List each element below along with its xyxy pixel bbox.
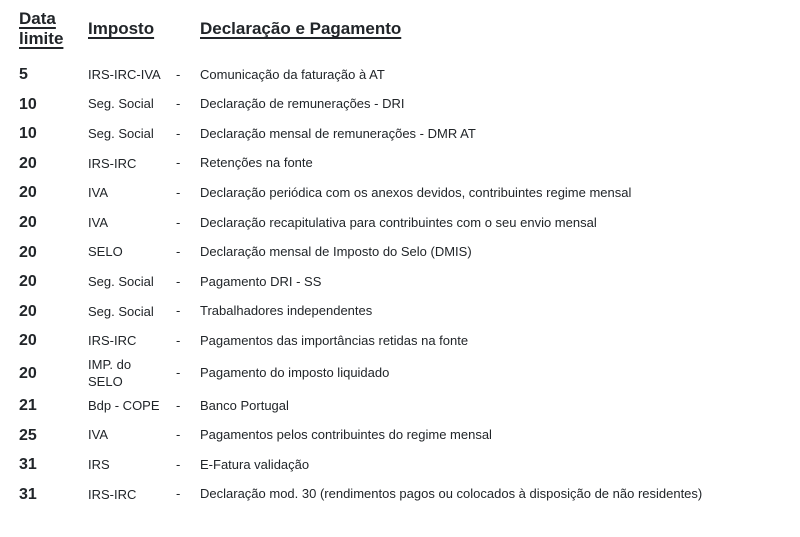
separator-dash: - <box>176 96 181 112</box>
deadline-day: 20 <box>19 213 37 231</box>
header-label-imposto: Imposto <box>88 19 155 39</box>
obligation-description: Declaração recapitulativa para contribuintes com o seu envio mensal <box>200 214 597 230</box>
obligation-description-cell <box>200 485 790 503</box>
separator-dash: - <box>176 244 181 260</box>
obligation-description: Pagamentos pelos contribuintes do regime mensal <box>200 427 492 443</box>
obligation-description-cell <box>200 154 790 172</box>
deadline-day-cell <box>19 243 88 262</box>
table-row <box>19 149 790 179</box>
deadline-day-cell <box>19 396 88 415</box>
deadline-day-cell <box>19 154 88 173</box>
tax-name-cell <box>88 456 176 474</box>
deadline-day-cell <box>19 426 88 445</box>
table-row <box>19 450 790 480</box>
deadline-day: 20 <box>19 364 37 382</box>
obligation-description-cell <box>200 125 790 143</box>
deadline-day: 20 <box>19 273 37 291</box>
separator-dash-cell <box>176 364 200 382</box>
deadline-day-cell <box>19 95 88 114</box>
obligation-description: Declaração periódica com os anexos devidos, contribuintes regime mensal <box>200 184 632 200</box>
separator-dash-cell <box>176 66 200 84</box>
deadline-day: 31 <box>19 485 37 503</box>
deadline-day-cell <box>19 364 88 383</box>
table-row <box>19 89 790 119</box>
deadline-day: 10 <box>19 125 37 143</box>
header-label-declaracao-pagamento: Declaração e Pagamento <box>200 19 402 39</box>
table-row <box>19 60 790 90</box>
separator-dash-cell <box>176 125 200 143</box>
tax-name: Seg. Social <box>88 96 154 112</box>
deadline-day: 20 <box>19 332 37 350</box>
tax-name: IRS <box>88 457 110 473</box>
tax-name-cell <box>88 356 176 391</box>
separator-dash-cell <box>176 243 200 261</box>
header-cell-declaracao-pagamento <box>200 19 790 39</box>
separator-dash: - <box>176 155 181 171</box>
obligation-description: Pagamento DRI - SS <box>200 273 322 289</box>
obligation-description: Pagamentos das importâncias retidas na fonte <box>200 332 469 348</box>
table-row <box>19 267 790 297</box>
table-row <box>19 208 790 238</box>
tax-name-cell <box>88 243 176 261</box>
obligation-description-cell <box>200 273 790 291</box>
table-row <box>19 420 790 450</box>
table-row <box>19 391 790 421</box>
deadline-day-cell <box>19 302 88 321</box>
tax-name-cell <box>88 155 176 173</box>
separator-dash-cell <box>176 95 200 113</box>
separator-dash: - <box>176 365 181 381</box>
deadline-day-cell <box>19 124 88 143</box>
obligation-description-cell <box>200 302 790 320</box>
separator-dash-cell <box>176 426 200 444</box>
obligation-description: Retenções na fonte <box>200 155 313 171</box>
tax-name: IRS-IRC <box>88 155 137 171</box>
separator-dash-cell <box>176 332 200 350</box>
tax-name-cell <box>88 303 176 321</box>
tax-name-cell <box>88 125 176 143</box>
obligation-description: Declaração mod. 30 (rendimentos pagos ou colocados à disposição de não residentes) <box>200 486 703 502</box>
separator-dash: - <box>176 456 181 472</box>
deadline-day: 20 <box>19 154 37 172</box>
deadline-day: 5 <box>19 65 28 83</box>
tax-name: IRS-IRC <box>88 486 137 502</box>
tax-name-cell <box>88 214 176 232</box>
tax-name: IVA <box>88 427 108 443</box>
separator-dash: - <box>176 303 181 319</box>
table-row <box>19 297 790 327</box>
deadlines-table-body <box>19 60 790 509</box>
obligation-description: Declaração mensal de Imposto do Selo (DMIS) <box>200 244 472 260</box>
tax-name: IVA <box>88 214 108 230</box>
obligation-description-cell <box>200 214 790 232</box>
separator-dash-cell <box>176 184 200 202</box>
obligation-description: Declaração mensal de remunerações - DMR AT <box>200 125 476 141</box>
tax-name-cell <box>88 184 176 202</box>
table-row <box>19 237 790 267</box>
tax-name: Bdp - COPE <box>88 397 160 413</box>
obligation-description-cell <box>200 332 790 350</box>
table-row <box>19 480 790 510</box>
table-row <box>19 326 790 356</box>
tax-name: Seg. Social <box>88 273 154 289</box>
separator-dash-cell <box>176 273 200 291</box>
obligation-description-cell <box>200 243 790 261</box>
deadline-day-cell <box>19 213 88 232</box>
header-label-data-limite: Data limite <box>19 9 64 49</box>
table-header-row <box>19 9 790 50</box>
tax-name: SELO <box>88 244 123 260</box>
deadline-day: 20 <box>19 302 37 320</box>
separator-dash: - <box>176 427 181 443</box>
obligation-description: Banco Portugal <box>200 397 289 413</box>
tax-name-cell <box>88 486 176 504</box>
separator-dash: - <box>176 273 181 289</box>
tax-name-cell <box>88 95 176 113</box>
table-row <box>19 119 790 149</box>
obligation-description: Comunicação da faturação à AT <box>200 66 385 82</box>
deadline-day: 10 <box>19 95 37 113</box>
obligation-description: Trabalhadores independentes <box>200 303 373 319</box>
separator-dash: - <box>176 66 181 82</box>
table-row <box>19 356 790 391</box>
obligation-description-cell <box>200 184 790 202</box>
tax-name-cell <box>88 273 176 291</box>
separator-dash: - <box>176 486 181 502</box>
separator-dash-cell <box>176 154 200 172</box>
obligation-description-cell <box>200 95 790 113</box>
separator-dash: - <box>176 332 181 348</box>
separator-dash: - <box>176 184 181 200</box>
separator-dash: - <box>176 214 181 230</box>
tax-name-cell <box>88 332 176 350</box>
obligation-description-cell <box>200 426 790 444</box>
tax-name: IRS-IRC-IVA <box>88 66 161 82</box>
separator-dash-cell <box>176 302 200 320</box>
deadline-day: 31 <box>19 456 37 474</box>
separator-dash: - <box>176 397 181 413</box>
header-cell-data-limite <box>19 9 88 50</box>
deadline-day-cell <box>19 455 88 474</box>
deadline-day-cell <box>19 183 88 202</box>
separator-dash-cell <box>176 397 200 415</box>
obligation-description: Declaração de remunerações - DRI <box>200 96 405 112</box>
obligation-description-cell <box>200 364 790 382</box>
deadline-day-cell <box>19 65 88 84</box>
tax-name: Seg. Social <box>88 303 154 319</box>
deadline-day: 21 <box>19 397 37 415</box>
obligation-description-cell <box>200 456 790 474</box>
tax-name-cell <box>88 66 176 84</box>
tax-name-cell <box>88 426 176 444</box>
header-cell-imposto <box>88 19 176 39</box>
deadline-day-cell <box>19 485 88 504</box>
separator-dash: - <box>176 125 181 141</box>
obligation-description-cell <box>200 66 790 84</box>
tax-name: IMP. do SELO <box>88 356 132 390</box>
obligation-description-cell <box>200 397 790 415</box>
obligation-description: Pagamento do imposto liquidado <box>200 365 390 381</box>
deadline-day: 20 <box>19 243 37 261</box>
obligation-description: E-Fatura validação <box>200 456 310 472</box>
separator-dash-cell <box>176 456 200 474</box>
tax-name: IRS-IRC <box>88 333 137 349</box>
tax-name: Seg. Social <box>88 125 154 141</box>
tax-name: IVA <box>88 185 108 201</box>
deadline-day: 25 <box>19 426 37 444</box>
separator-dash-cell <box>176 214 200 232</box>
deadline-day: 20 <box>19 184 37 202</box>
deadline-day-cell <box>19 272 88 291</box>
table-row <box>19 178 790 208</box>
deadline-day-cell <box>19 331 88 350</box>
separator-dash-cell <box>176 485 200 503</box>
tax-name-cell <box>88 397 176 415</box>
